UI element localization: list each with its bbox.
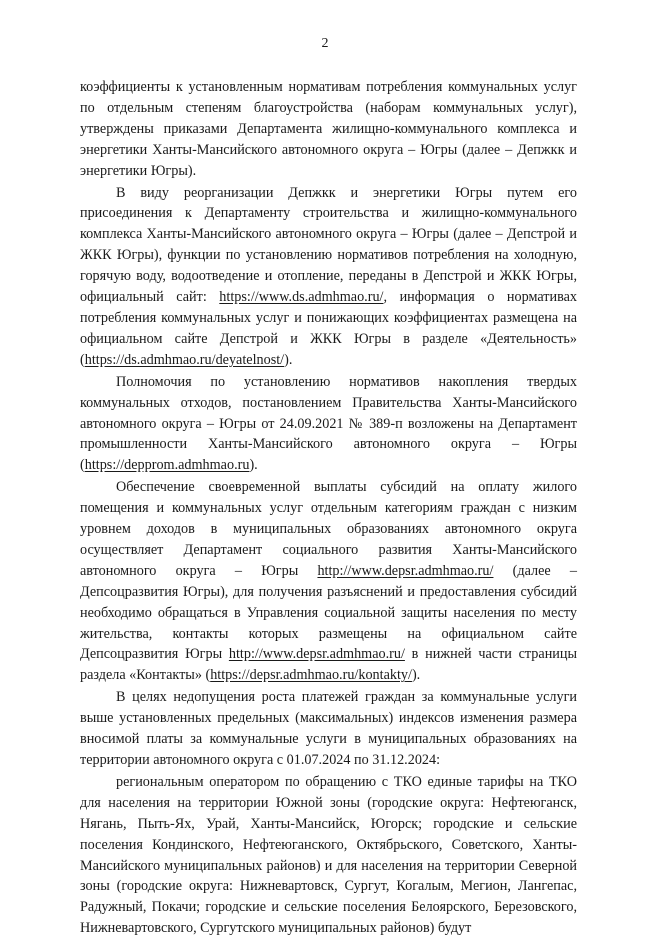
paragraph-text: ).: [249, 457, 258, 474]
paragraph-text: в нижней части страницы раздела «Контакты» (: [80, 646, 578, 684]
paragraph-text: региональным оператором по обращению с ТКО единые тарифы на ТКО для населения на территории Южной зоны (городские округа: Нефтеюганск, Нягань, Пыть-Ях, Урай, Ханты-Мансийск, Югорск; городские и сельские поселения Кондинского, Нефтеюганского, Октябрьского, Советского, Ханты-Мансийского муниципальных районов) и для населения на территории Северной зоны (городские округа: Нижневартовск, Сургут, Когалым, Мегион, Лангепас, Радужный, Покачи; городские и сельские поселения Белоярского, Березовского, Нижневартовского, Сургутского муниципальных районов) будут: [80, 773, 577, 937]
paragraph-text: коэффициенты к установленным нормативам потребления коммунальных услуг по отдельным степеням благоустройства (наборам коммунальных услуг), утверждены приказами Департамента жилищно-коммунального комплекса и энергетики Ханты-Мансийского автономного округа – Югры (далее – Депжкк и энергетики Югры).: [80, 79, 577, 179]
paragraph-text: Обеспечение своевременной выплаты субсидий на оплату жилого помещения и коммунальных услуг отдельным категориям граждан с низким уровнем доходов в муниципальных образованиях автономного округа осуществляет Департамент социального развития Ханты-Мансийского автономного округа – Югры: [80, 479, 577, 579]
paragraph: [80, 772, 577, 939]
paragraph-text: В целях недопущения роста платежей граждан за коммунальные услуги выше установленных предельных (максимальных) индексов изменения размера вносимой платы за коммунальные услуги в муниципальных образованиях на территории автономного округа с 01.07.2024 по 31.12.2024:: [80, 689, 577, 768]
paragraph-text: Полномочия по установлению нормативов накопления твердых коммунальных отходов, постановлением Правительства Ханты-Мансийского автономного округа – Югры от 24.09.2021 № 389-п возложены на Департамент промышленности Ханты-Мансийского автономного округа – Югры (: [80, 373, 577, 474]
paragraph-text: ).: [411, 667, 421, 684]
paragraph: [80, 687, 577, 771]
paragraph: [80, 477, 577, 686]
hyperlink[interactable]: https://ds.admhmao.ru/deyatelnost/: [84, 351, 285, 368]
paragraph-text: ).: [284, 351, 293, 368]
paragraph-text: В виду реорганизации Депжкк и энергетики Югры путем его присоединения к Департаменту строительства и жилищно-коммунального комплекса Ханты-Мансийского автономного округа – Югры (далее – Депстрой и ЖКК Югры), функции по установлению нормативов потребления на холодную, горячую воду, водоотведение и отопление, переданы в Депстрой и ЖКК Югры, официальный сайт:: [80, 184, 577, 306]
hyperlink[interactable]: http://www.depsr.admhmao.ru/: [228, 646, 405, 663]
hyperlink[interactable]: https://depprom.admhmao.ru: [84, 457, 250, 474]
hyperlink[interactable]: https://depsr.admhmao.ru/kontakty/: [210, 667, 412, 684]
paragraph-text: (далее – Депсоцразвития Югры), для получения разъяснений и предоставления субсидий необходимо обращаться в Управления социальной защиты населения по месту жительства, контакты которых размещены на официальном сайте Депсоцразвития Югры: [80, 562, 577, 663]
paragraph: [80, 77, 577, 182]
document-body: [80, 77, 577, 939]
paragraph: [80, 372, 577, 477]
hyperlink[interactable]: https://www.ds.admhmao.ru/: [219, 289, 384, 306]
hyperlink[interactable]: http://www.depsr.admhmao.ru/: [317, 562, 494, 579]
paragraph-text: , информация о нормативах потребления коммунальных услуг и понижающих коэффициентах размещена на официальном сайте Депстрой и ЖКК Югры в разделе «Деятельность» (: [80, 289, 577, 368]
page-number: 2: [321, 36, 329, 51]
paragraph: [80, 183, 577, 371]
